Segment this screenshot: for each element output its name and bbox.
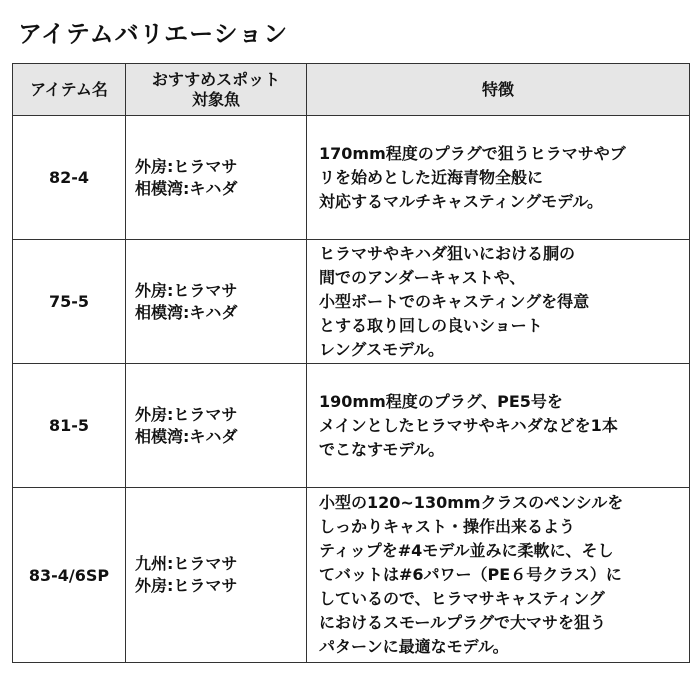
target-cell	[126, 364, 307, 488]
table-header-row	[13, 64, 690, 116]
feature-line: 対応するマルチキャスティングモデル。	[319, 191, 604, 211]
features-cell	[307, 364, 690, 488]
item-name: 81-5	[13, 364, 126, 488]
feature-line: 190mm程度のプラグ、PE5号を	[319, 391, 563, 411]
feature-line: におけるスモールプラグで大マサを狙う	[319, 613, 607, 632]
features-cell	[307, 488, 690, 663]
target-line: 外房:ヒラマサ	[135, 576, 238, 595]
page-title: アイテムバリエーション	[18, 20, 289, 48]
target-line: 相模湾:キハダ	[135, 178, 238, 198]
features-cell	[307, 240, 690, 364]
target-cell	[126, 240, 307, 364]
table-row	[13, 116, 690, 240]
feature-line: てバットは#6パワー（PE６号クラス）に	[319, 565, 622, 584]
header-target-spot: おすすめスポット	[151, 69, 281, 89]
header-features: 特徴	[307, 64, 690, 116]
item-variation-table	[12, 63, 690, 663]
item-name: 82-4	[13, 116, 126, 240]
feature-line: パターンに最適なモデル。	[319, 637, 509, 656]
feature-line: 間でのアンダーキャストや、	[319, 267, 526, 287]
feature-line: 小型ボートでのキャスティングを得意	[319, 291, 590, 311]
item-name: 83-4/6SP	[13, 488, 126, 663]
item-name: 75-5	[13, 240, 126, 364]
target-line: 九州:ヒラマサ	[135, 554, 238, 573]
feature-line: レングスモデル。	[319, 339, 445, 359]
table-row	[13, 488, 690, 663]
features-cell	[307, 116, 690, 240]
feature-line: メインとしたヒラマサやキハダなどを1本	[319, 415, 618, 435]
target-line: 外房:ヒラマサ	[135, 404, 238, 424]
feature-line: でこなすモデル。	[319, 439, 445, 459]
header-target-fish: 対象魚	[191, 89, 240, 109]
feature-line: とする取り回しの良いショート	[319, 315, 543, 335]
header-item-name: アイテム名	[13, 64, 126, 116]
target-line: 相模湾:キハダ	[135, 302, 238, 322]
target-line: 相模湾:キハダ	[135, 426, 238, 446]
table-row	[13, 364, 690, 488]
feature-line: ヒラマサやキハダ狙いにおける胴の	[319, 243, 576, 263]
table-row	[13, 240, 690, 364]
feature-line: リを始めとした近海青物全般に	[319, 167, 544, 187]
feature-line: しっかりキャスト・操作出来るよう	[319, 517, 576, 536]
header-target	[126, 64, 307, 116]
target-cell	[126, 116, 307, 240]
target-line: 外房:ヒラマサ	[135, 156, 238, 176]
feature-line: 170mm程度のプラグで狙うヒラマサやブ	[319, 143, 626, 163]
target-cell	[126, 488, 307, 663]
feature-line: 小型の120~130mmクラスのペンシルを	[319, 493, 624, 512]
feature-line: しているので、ヒラマサキャスティング	[319, 589, 605, 608]
target-line: 外房:ヒラマサ	[135, 280, 238, 300]
feature-line: ティップを#4モデル並みに柔軟に、そし	[319, 541, 614, 560]
